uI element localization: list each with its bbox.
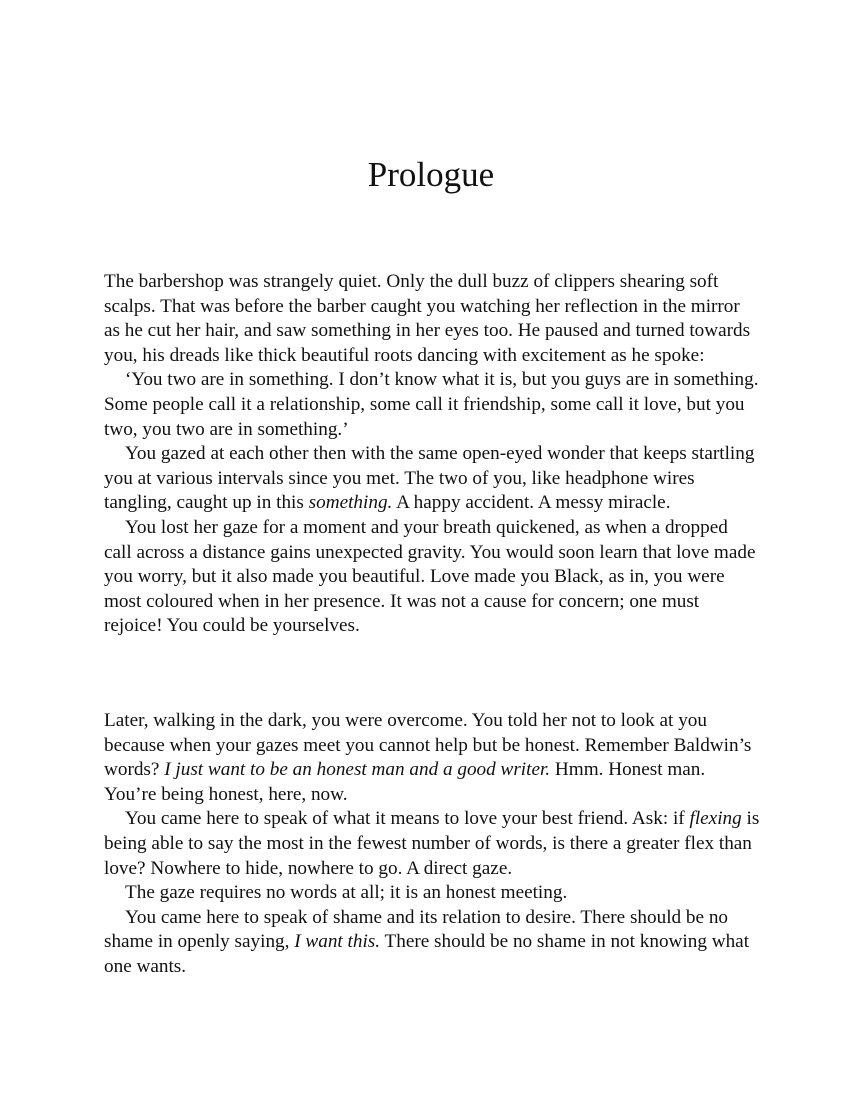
paragraph-shame-emphasis: I want this. [294,931,381,953]
paragraph-shame-text-2: There should be no shame in not knowing what one wants. [104,931,750,977]
paragraph-best-friend [104,807,760,881]
paragraph-walking-dark [104,709,760,807]
paragraph-gazed-text-1: You gazed at each other then with the same open-eyed wonder that keeps startling you at various intervals since you met. The two of you, like headphone wires tangling, caught up in this [104,443,755,514]
paragraph-gazed [104,442,760,516]
paragraph-walking-dark-text-2: Hmm. Honest man. You’re being honest, here, now. [104,759,706,805]
chapter-title: Prologue [367,155,495,194]
paragraph-walking-dark-text-1: Later, walking in the dark, you were overcome. You told her not to look at you because when your gazes meet you cannot help but be honest. Remember Baldwin’s words? [104,710,752,781]
paragraph-walking-dark-emphasis: I just want to be an honest man and a good writer. [164,759,551,781]
paragraph-lost-gaze: You lost her gaze for a moment and your breath quickened, as when a dropped call across a distance gains unexpected gravity. You would soon learn that love made you worry, but it also made you beautiful. Love made you Black, as in, you were most coloured when in her presence. It was not a cause for concern; one must rejoice! You could be yourselves. [104,516,756,637]
paragraph-best-friend-emphasis: flexing [689,808,742,830]
prologue-section-2 [104,709,760,980]
paragraph-gazed-text-2: A happy accident. A messy miracle. [392,492,671,514]
paragraph-shame [104,906,760,980]
paragraph-gaze-requires: The gaze requires no words at all; it is an honest meeting. [125,882,568,904]
paragraph-barbershop: The barbershop was strangely quiet. Only the dull buzz of clippers shearing soft scalps. That was before the barber caught you watching her reflection in the mirror as he cut her hair, and saw something in her eyes too. He paused and turned towards you, his dreads like thick beautiful roots dancing with excitement as he spoke: [104,271,751,366]
prologue-section-1 [104,270,760,639]
paragraph-shame-text-1: You came here to speak of shame and its relation to desire. There should be no shame in openly saying, [104,906,729,953]
paragraph-barber-quote: ‘You two are in something. I don’t know what it is, but you guys are in something. Some people call it a relationship, some call it friendship, some call it love, but you two, you two are in something.’ [104,369,759,440]
paragraph-gazed-emphasis: something. [308,492,393,514]
paragraph-best-friend-text-2: is being able to say the most in the fewest number of words, is there a greater flex than love? Nowhere to hide, nowhere to go. A direct gaze. [104,808,760,879]
paragraph-best-friend-text-1: You came here to speak of what it means to love your best friend. Ask: if [125,808,690,830]
